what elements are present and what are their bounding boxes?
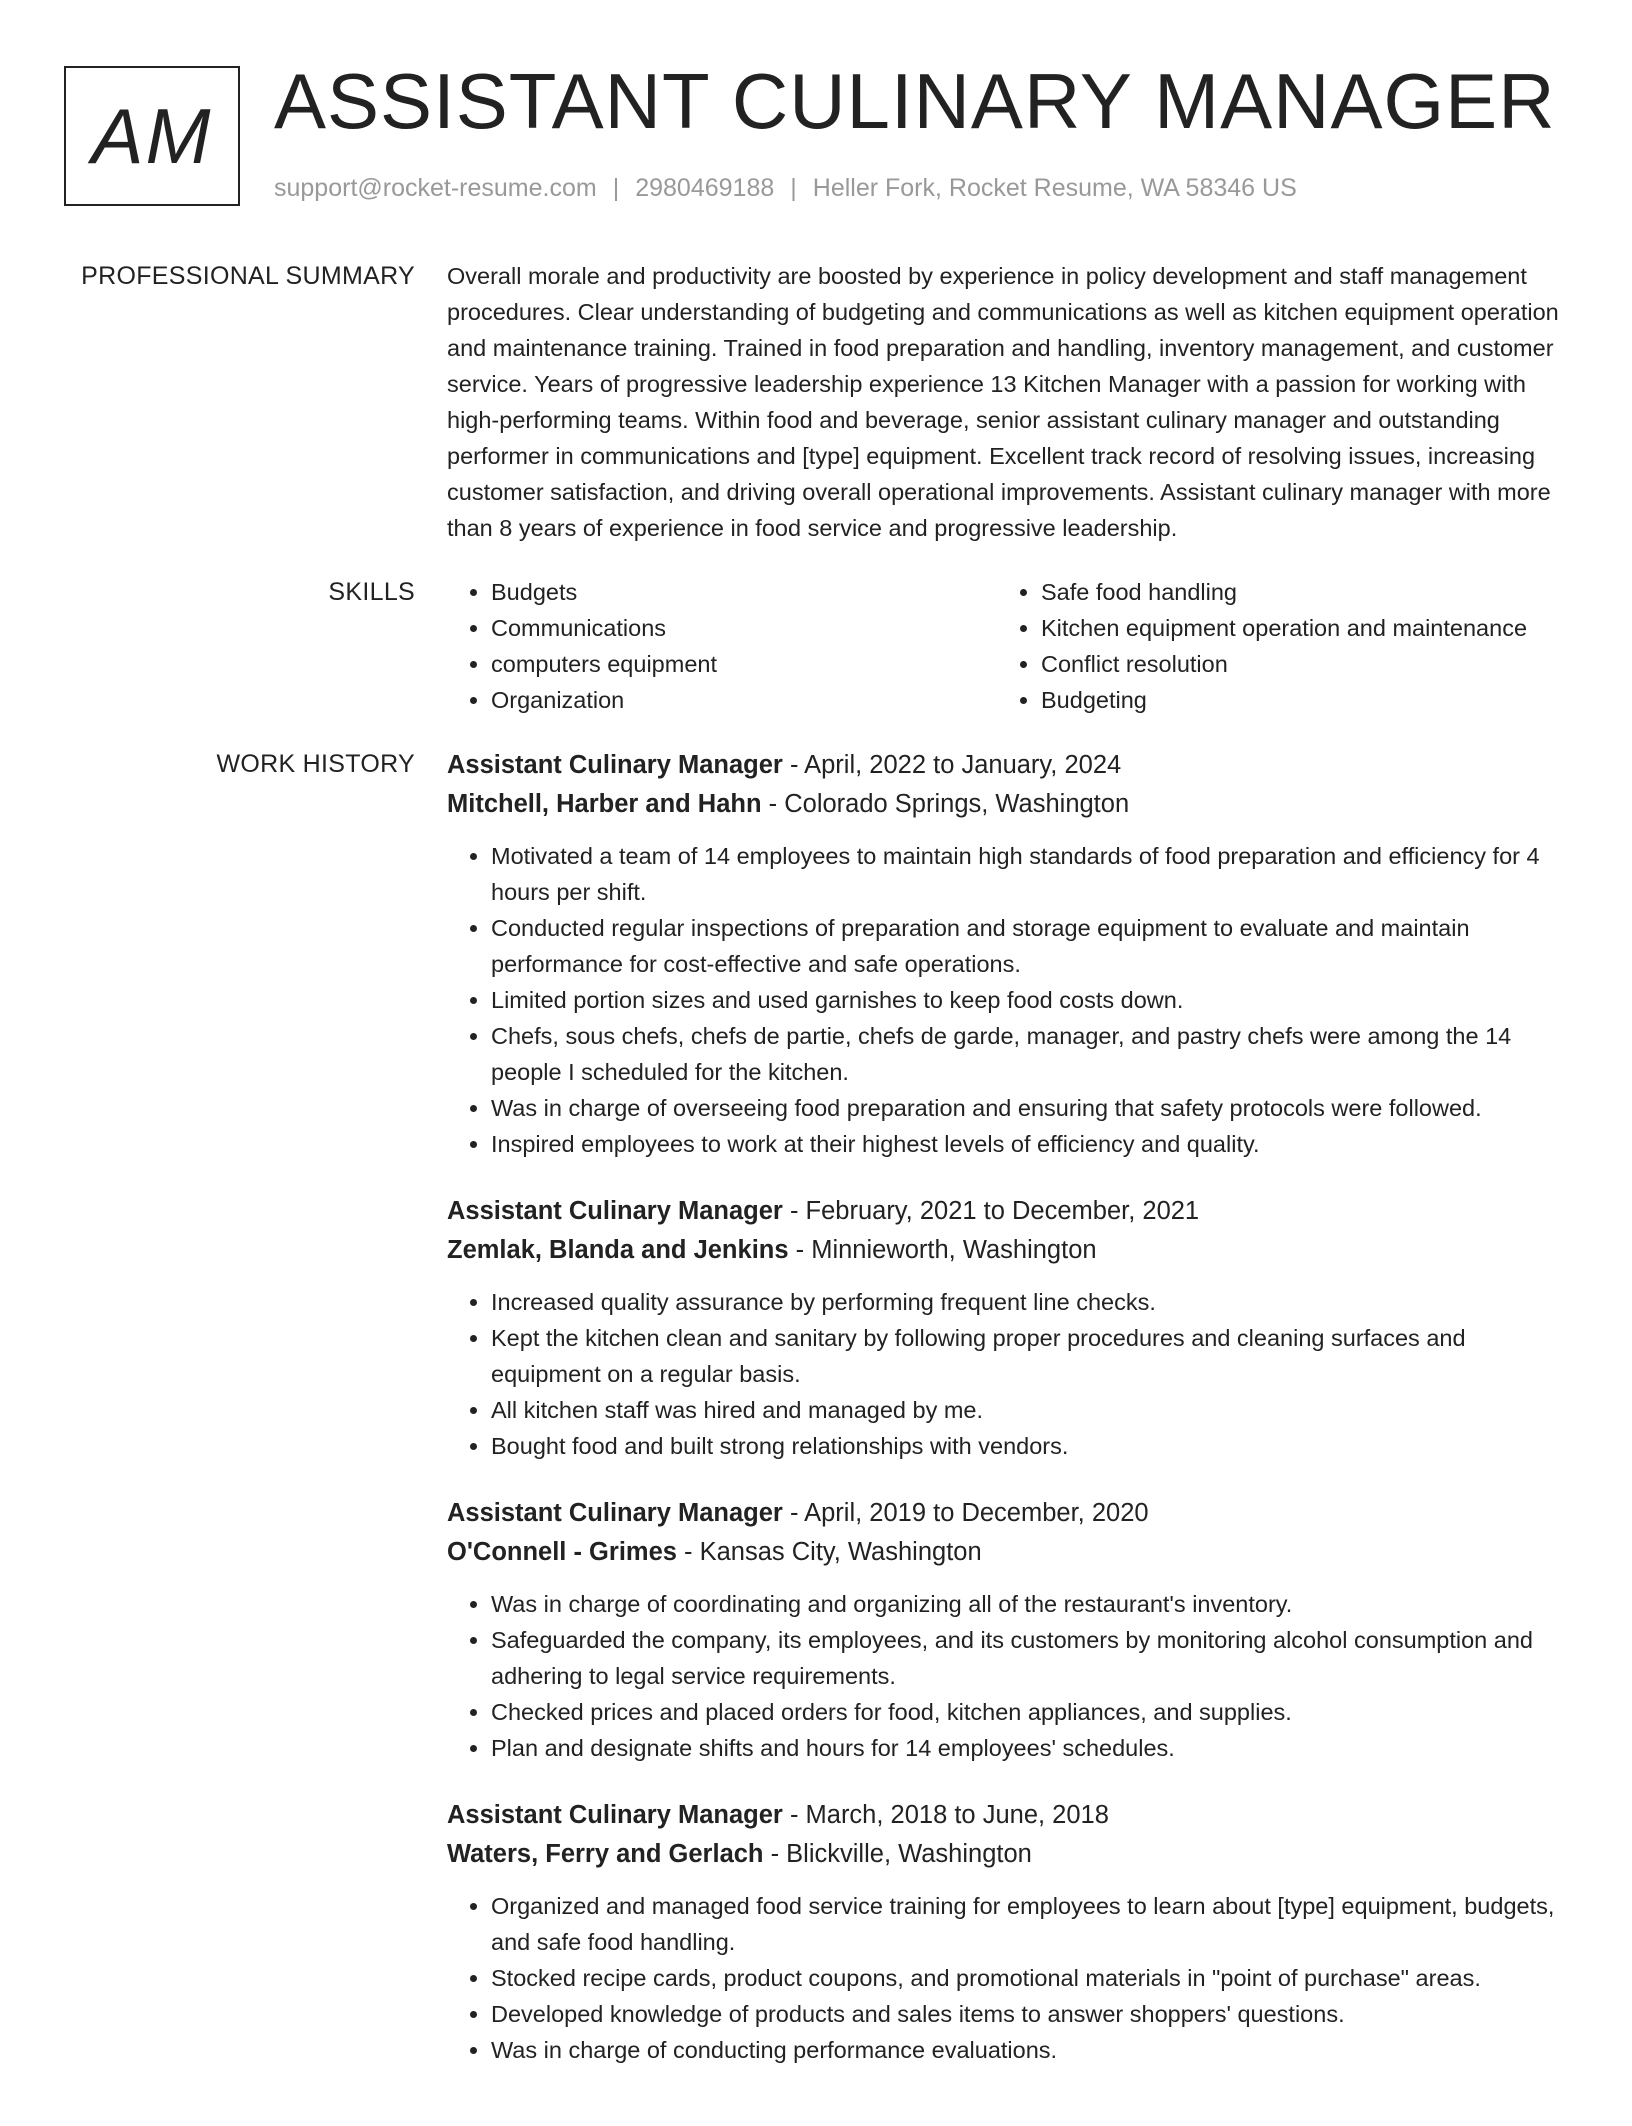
skill-item: • Communications [491, 610, 997, 646]
list-item: • Developed knowledge of products and sales items to answer shoppers' questions. [491, 1996, 1577, 2032]
job-entry [447, 746, 1577, 1162]
job-role: Assistant Culinary Manager [447, 1499, 783, 1527]
address: Heller Fork, Rocket Resume, WA 58346 US [812, 174, 1297, 202]
job-company-line [447, 1835, 1577, 1874]
job-company: Waters, Ferry and Gerlach [447, 1840, 764, 1868]
job-dates: - April, 2022 to January, 2024 [782, 751, 1122, 779]
contact-line [274, 174, 1297, 203]
list-item: • All kitchen staff was hired and managed by me. [491, 1392, 1577, 1428]
summary-text: Overall morale and productivity are boosted by experience in policy development and staff management procedures. Clear understanding of budgeting and communications as well as kitchen equipment operation and maintenance training. Trained in food preparation and handling, inventory management, and customer service. Years of progressive leadership experience 13 Kitchen Manager with a passion for working with high-performing teams. Within food and beverage, senior assistant culinary manager and outstanding performer in communications and [type] equipment. Excellent track record of resolving issues, increasing customer satisfaction, and driving overall operational improvements. Assistant culinary manager with more than 8 years of experience in food service and progressive leadership. [447, 263, 1559, 541]
job-role: Assistant Culinary Manager [447, 751, 783, 779]
job-company-line [447, 1533, 1577, 1572]
skill-item: • Safe food handling [1041, 574, 1547, 610]
list-item: • Increased quality assurance by performing frequent line checks. [491, 1284, 1577, 1320]
job-company-line [447, 1231, 1577, 1270]
job-company-line [447, 785, 1577, 824]
job-entry [447, 1192, 1577, 1464]
skill-item: • Organization [491, 682, 997, 718]
job-bullets [447, 838, 1577, 1162]
job-company: Mitchell, Harber and Hahn [447, 790, 762, 818]
list-item: • Checked prices and placed orders for food, kitchen appliances, and supplies. [491, 1694, 1577, 1730]
job-dates: - February, 2021 to December, 2021 [782, 1197, 1200, 1225]
job-bullets [447, 1284, 1577, 1464]
list-item: • Kept the kitchen clean and sanitary by following proper procedures and cleaning surfaces and equipment on a regular basis. [491, 1320, 1577, 1392]
job-entry [447, 1796, 1577, 2068]
skill-item: • Budgets [491, 574, 997, 610]
resume-content [0, 258, 1632, 2126]
skill-item: • Conflict resolution [1041, 646, 1547, 682]
page-title: ASSISTANT CULINARY MANAGER [274, 57, 1556, 145]
job-location: - Minnieworth, Washington [788, 1236, 1097, 1264]
list-item: • Was in charge of overseeing food preparation and ensuring that safety protocols were followed. [491, 1090, 1577, 1126]
work-section [0, 746, 1632, 2098]
list-item: • Organized and managed food service training for employees to learn about [type] equipment, budgets, and safe food handling. [491, 1888, 1577, 1960]
job-title-line [447, 746, 1577, 785]
job-location: - Blickville, Washington [763, 1840, 1032, 1868]
job-title-line [447, 1192, 1577, 1231]
monogram: AM [64, 66, 240, 206]
skill-item: • Budgeting [1041, 682, 1547, 718]
job-dates: - March, 2018 to June, 2018 [782, 1801, 1109, 1829]
job-company: Zemlak, Blanda and Jenkins [447, 1236, 789, 1264]
section-title-skills: SKILLS [328, 578, 415, 606]
job-entry [447, 1494, 1577, 1766]
list-item: • Was in charge of conducting performance evaluations. [491, 2032, 1577, 2068]
phone: 2980469188 [635, 174, 775, 202]
separator: | [612, 174, 620, 202]
list-item: • Bought food and built strong relationships with vendors. [491, 1428, 1577, 1464]
job-bullets [447, 1586, 1577, 1766]
list-item: • Was in charge of coordinating and organizing all of the restaurant's inventory. [491, 1586, 1577, 1622]
skill-item: • Kitchen equipment operation and maintenance [1041, 610, 1547, 646]
job-location: - Colorado Springs, Washington [761, 790, 1130, 818]
list-item: • Plan and designate shifts and hours for 14 employees' schedules. [491, 1730, 1577, 1766]
skills-list-right [997, 574, 1547, 718]
section-title-work: WORK HISTORY [216, 750, 415, 778]
skills-list-left [447, 574, 997, 718]
job-location: - Kansas City, Washington [676, 1538, 982, 1566]
list-item: • Stocked recipe cards, product coupons, and promotional materials in "point of purchase" areas. [491, 1960, 1577, 1996]
job-role: Assistant Culinary Manager [447, 1197, 783, 1225]
separator: | [790, 174, 797, 202]
job-dates: - April, 2019 to December, 2020 [782, 1499, 1149, 1527]
list-item: • Motivated a team of 14 employees to maintain high standards of food preparation and efficiency for 4 hours per shift. [491, 838, 1577, 910]
skills-section [0, 574, 1632, 718]
list-item: • Inspired employees to work at their highest levels of efficiency and quality. [491, 1126, 1577, 1162]
job-company: O'Connell - Grimes [447, 1538, 677, 1566]
job-role: Assistant Culinary Manager [447, 1801, 783, 1829]
list-item: • Conducted regular inspections of preparation and storage equipment to evaluate and maintain performance for cost-effective and safe operations. [491, 910, 1577, 982]
job-bullets [447, 1888, 1577, 2068]
email: support@rocket-resume.com [274, 174, 597, 202]
list-item: • Chefs, sous chefs, chefs de partie, chefs de garde, manager, and pastry chefs were among the 14 people I scheduled for the kitchen. [491, 1018, 1577, 1090]
skill-item: • computers equipment [491, 646, 997, 682]
summary-section [0, 258, 1632, 546]
job-title-line [447, 1494, 1577, 1533]
list-item: • Safeguarded the company, its employees, and its customers by monitoring alcohol consumption and adhering to legal service requirements. [491, 1622, 1577, 1694]
section-title-summary: PROFESSIONAL SUMMARY [81, 262, 415, 290]
job-list [447, 746, 1577, 2098]
job-title-line [447, 1796, 1577, 1835]
list-item: • Limited portion sizes and used garnishes to keep food costs down. [491, 982, 1577, 1018]
